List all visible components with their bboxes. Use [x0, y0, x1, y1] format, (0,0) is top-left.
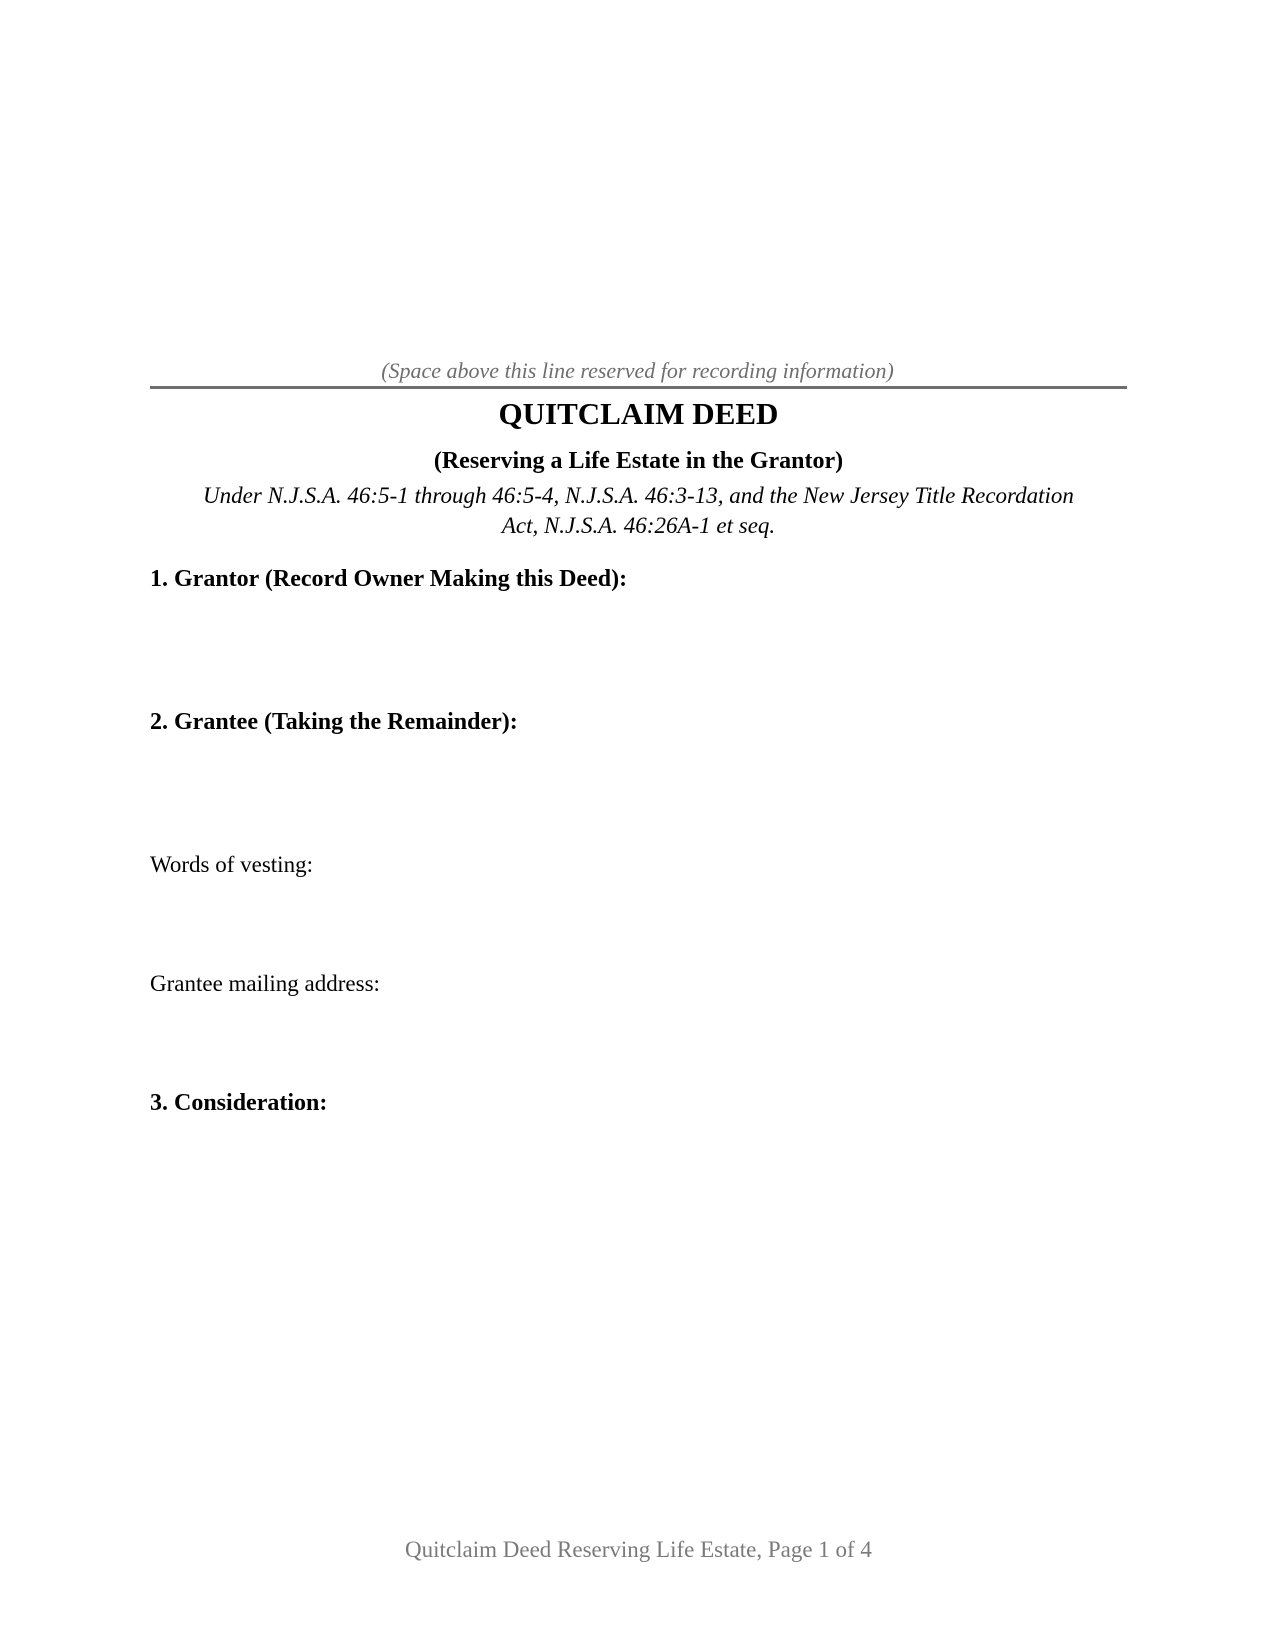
page-footer: Quitclaim Deed Reserving Life Estate, Page 1 of 4	[405, 1537, 872, 1562]
words-of-vesting-label: Words of vesting:	[150, 852, 313, 877]
recording-divider-line	[150, 386, 1127, 389]
section-grantor-heading: 1. Grantor (Record Owner Making this Deed):	[150, 566, 628, 592]
statute-line-2: Act, N.J.S.A. 46:26A-1 et seq.	[501, 513, 776, 538]
section-consideration-heading: 3. Consideration:	[150, 1090, 328, 1116]
document-subtitle: (Reserving a Life Estate in the Grantor)	[433, 448, 844, 474]
document-title: QUITCLAIM DEED	[498, 396, 779, 431]
grantee-mailing-address-label: Grantee mailing address:	[150, 971, 380, 996]
statute-reference	[150, 481, 1127, 541]
recording-space-note: (Space above this line reserved for recording information)	[381, 358, 894, 383]
statute-line-1: Under N.J.S.A. 46:5-1 through 46:5-4, N.J.S.A. 46:3-13, and the New Jersey Title Recordation	[203, 483, 1074, 508]
section-grantee-heading: 2. Grantee (Taking the Remainder):	[150, 709, 518, 735]
